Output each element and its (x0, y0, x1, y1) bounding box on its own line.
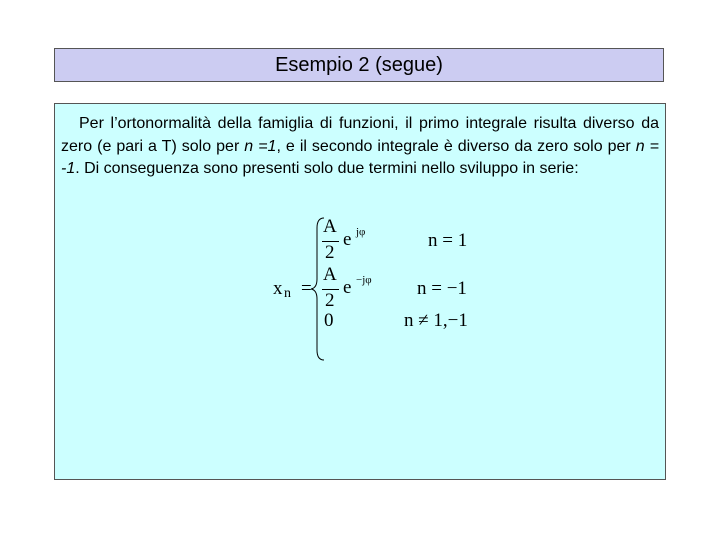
case3-value: 0 (324, 310, 334, 331)
n-equals-1: n =1 (244, 137, 277, 155)
content-box (54, 103, 666, 480)
case2-exp-base: e (343, 277, 352, 298)
case2-condition: n = −1 (417, 278, 467, 299)
paragraph-text-1: Per l’ortonormalità della famiglia di funzioni, il primo integrale risulta diverso da zero (e pari a T) solo per (61, 115, 659, 155)
case3-condition: n ≠ 1,−1 (404, 310, 468, 331)
piecewise-formula (55, 104, 667, 481)
case1-numerator: A (323, 216, 337, 237)
formula-equals: = (301, 278, 312, 299)
slide-title-box (54, 48, 664, 82)
case1-denominator: 2 (325, 242, 335, 263)
case1-exp-base: e (343, 229, 352, 250)
case2-denominator: 2 (325, 290, 335, 311)
paragraph-text-2: , e il secondo integrale è diverso da zero solo per (276, 137, 636, 155)
case2-exponent: −jφ (356, 274, 372, 286)
case1-condition: n = 1 (428, 230, 468, 251)
formula-lhs-subscript: n (284, 286, 291, 301)
n-equals-minus-1: n = -1 (61, 137, 660, 177)
slide-title: Esempio 2 (segue) (275, 53, 443, 76)
case2-numerator: A (323, 264, 337, 285)
paragraph-text-3: . Di conseguenza sono presenti solo due termini nello sviluppo in serie: (75, 160, 579, 177)
case1-exponent: jφ (356, 226, 366, 238)
formula-lhs-x: x (273, 278, 283, 299)
